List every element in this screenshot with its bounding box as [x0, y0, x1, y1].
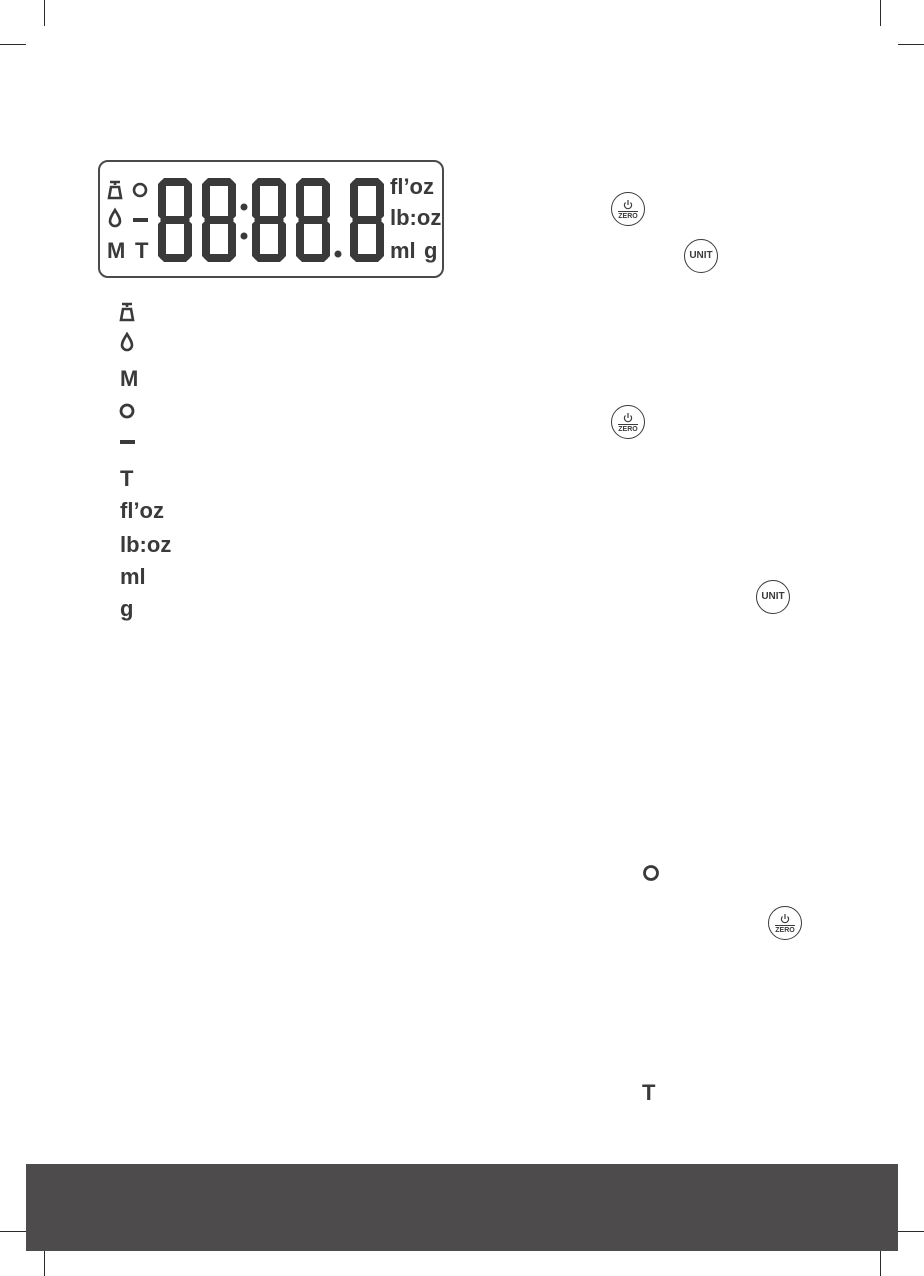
- unit-button-label: UNIT: [761, 591, 785, 602]
- lcd-segment: [376, 220, 384, 260]
- lcd-unit-g: g: [424, 238, 438, 263]
- crop-mark: [44, 0, 45, 26]
- lcd-segment: [184, 180, 192, 220]
- unit-button: [756, 580, 790, 614]
- lcd-segment: [322, 180, 330, 220]
- unit-button-label: UNIT: [689, 250, 713, 261]
- unit-button: [684, 239, 718, 273]
- lcd-segment: [296, 180, 304, 220]
- lcd-dot: [335, 251, 342, 258]
- tare-glyph: T: [642, 1080, 656, 1105]
- zero-button-label: ZERO: [618, 425, 638, 433]
- lcd-segment: [350, 180, 358, 220]
- lcd-segment: [158, 220, 166, 260]
- lcd-digits: [156, 178, 388, 268]
- zero-button-label: ZERO: [618, 212, 638, 220]
- crop-mark: [880, 1250, 881, 1276]
- scale-icon: [109, 182, 121, 198]
- lcd-segment: [278, 180, 286, 220]
- lcd-memory-indicator: M: [107, 238, 126, 263]
- minus-icon: [133, 218, 148, 222]
- power-icon: [622, 412, 634, 424]
- lcd-dot: [241, 233, 248, 240]
- lcd-segment: [228, 180, 236, 220]
- crop-mark: [898, 44, 924, 45]
- zero-button-label: ZERO: [775, 926, 795, 934]
- crop-mark: [0, 44, 26, 45]
- lcd-tare-indicator: T: [135, 238, 149, 263]
- lcd-segment: [350, 220, 358, 260]
- legend-scale-icon: [118, 301, 138, 323]
- lcd-dot: [241, 204, 248, 211]
- legend-circle-icon: [118, 400, 138, 422]
- crop-mark: [898, 1231, 924, 1232]
- crop-mark: [0, 1231, 26, 1232]
- lcd-segment: [202, 180, 210, 220]
- crop-mark: [44, 1250, 45, 1276]
- circle-icon: [134, 184, 146, 196]
- legend-minus-icon: [118, 432, 138, 454]
- legend-tare-glyph: T: [120, 466, 134, 491]
- power-icon: [622, 199, 634, 211]
- lcd-segment: [228, 220, 236, 260]
- legend-drop-icon: [118, 332, 138, 354]
- lcd-segment: [278, 220, 286, 260]
- lcd-segment: [322, 220, 330, 260]
- zero-button: [611, 405, 645, 439]
- lcd-unit-floz: fl’oz: [390, 174, 434, 199]
- legend-memory-glyph: M: [120, 366, 139, 391]
- power-icon: [779, 913, 791, 925]
- lcd-segment: [158, 180, 166, 220]
- zero-button: [768, 906, 802, 940]
- footer-bar: [26, 1164, 898, 1251]
- lcd-segment: [184, 220, 192, 260]
- circle-icon: [640, 862, 662, 884]
- lcd-segment: [376, 180, 384, 220]
- crop-mark: [880, 0, 881, 26]
- legend-ml-glyph: ml: [120, 564, 146, 589]
- lcd-unit-lboz: lb:oz: [390, 205, 442, 230]
- legend-floz-glyph: fl’oz: [120, 498, 164, 523]
- legend-lboz-glyph: lb:oz: [120, 532, 172, 557]
- legend-g-glyph: g: [120, 596, 134, 621]
- zero-button: [611, 192, 645, 226]
- lcd-segment: [202, 220, 210, 260]
- lcd-segment: [296, 220, 304, 260]
- lcd-segment: [252, 220, 260, 260]
- lcd-unit-ml: ml: [390, 238, 416, 263]
- drop-icon: [110, 210, 120, 226]
- lcd-segment: [252, 180, 260, 220]
